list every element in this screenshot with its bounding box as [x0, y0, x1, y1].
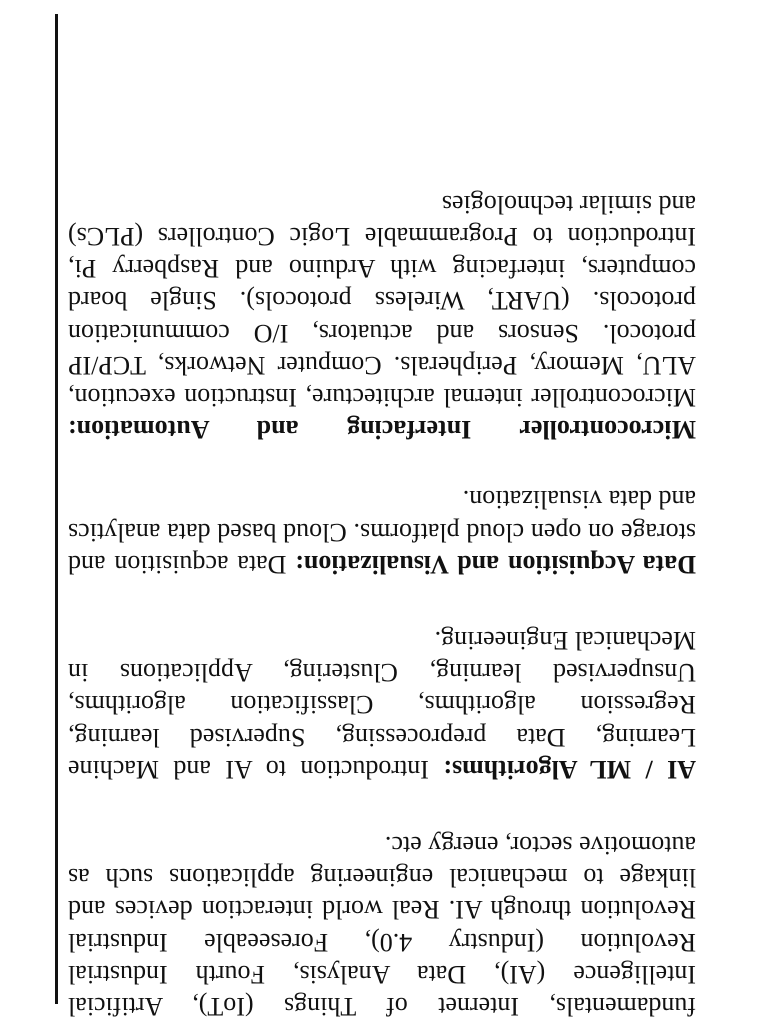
microcontroller-heading: Microcontroller Interfacing and Automation:	[68, 415, 696, 445]
paragraph-data-acquisition	[68, 483, 696, 580]
document-body	[68, 188, 696, 1022]
ai-ml-heading: AI / ML Algorithms:	[443, 754, 696, 784]
spacer	[68, 580, 696, 624]
spacer	[68, 445, 696, 483]
spacer	[68, 785, 696, 829]
margin-rule	[55, 14, 58, 1004]
data-acquisition-text: Data acquisition and storage on open cloud platforms. Cloud based data analytics and data visualization.	[68, 485, 696, 579]
paragraph-intro	[68, 829, 696, 1022]
paragraph-ai-ml	[68, 624, 696, 785]
paragraph-microcontroller	[68, 188, 696, 446]
microcontroller-text: Microcontroller internal architecture, Instruction execution, ALU, Memory, Peripherals. Computer Networks, TCP/IP protocol. Sensors and actuators, I/O communication protocols. (UART, Wireless protocols). Single board computers, interfacing with Arduino and Raspberry Pi, Introduction to Programmable Logic Controllers (PLCs) and similar technologies	[68, 189, 696, 412]
intro-text: fundamentals, Internet of Things (IoT), Artificial Intelligence (AI), Data Analysis, Fourth Industrial Revolution (Industry 4.0), Foreseeable Industrial Revolution through AI. Real world interaction devices and linkage to mechanical engineering applications such as automotive sector, energy etc.	[68, 830, 696, 1021]
data-acquisition-heading: Data Acquisition and Visualization:	[295, 549, 696, 579]
ai-ml-text: Introduction to AI and Machine Learning, Data preprocessing, Supervised learning, Regression algorithms, Classification algorithms, Unsupervised learning, Clustering, Applications in Mechanical Engineering.	[68, 625, 696, 784]
